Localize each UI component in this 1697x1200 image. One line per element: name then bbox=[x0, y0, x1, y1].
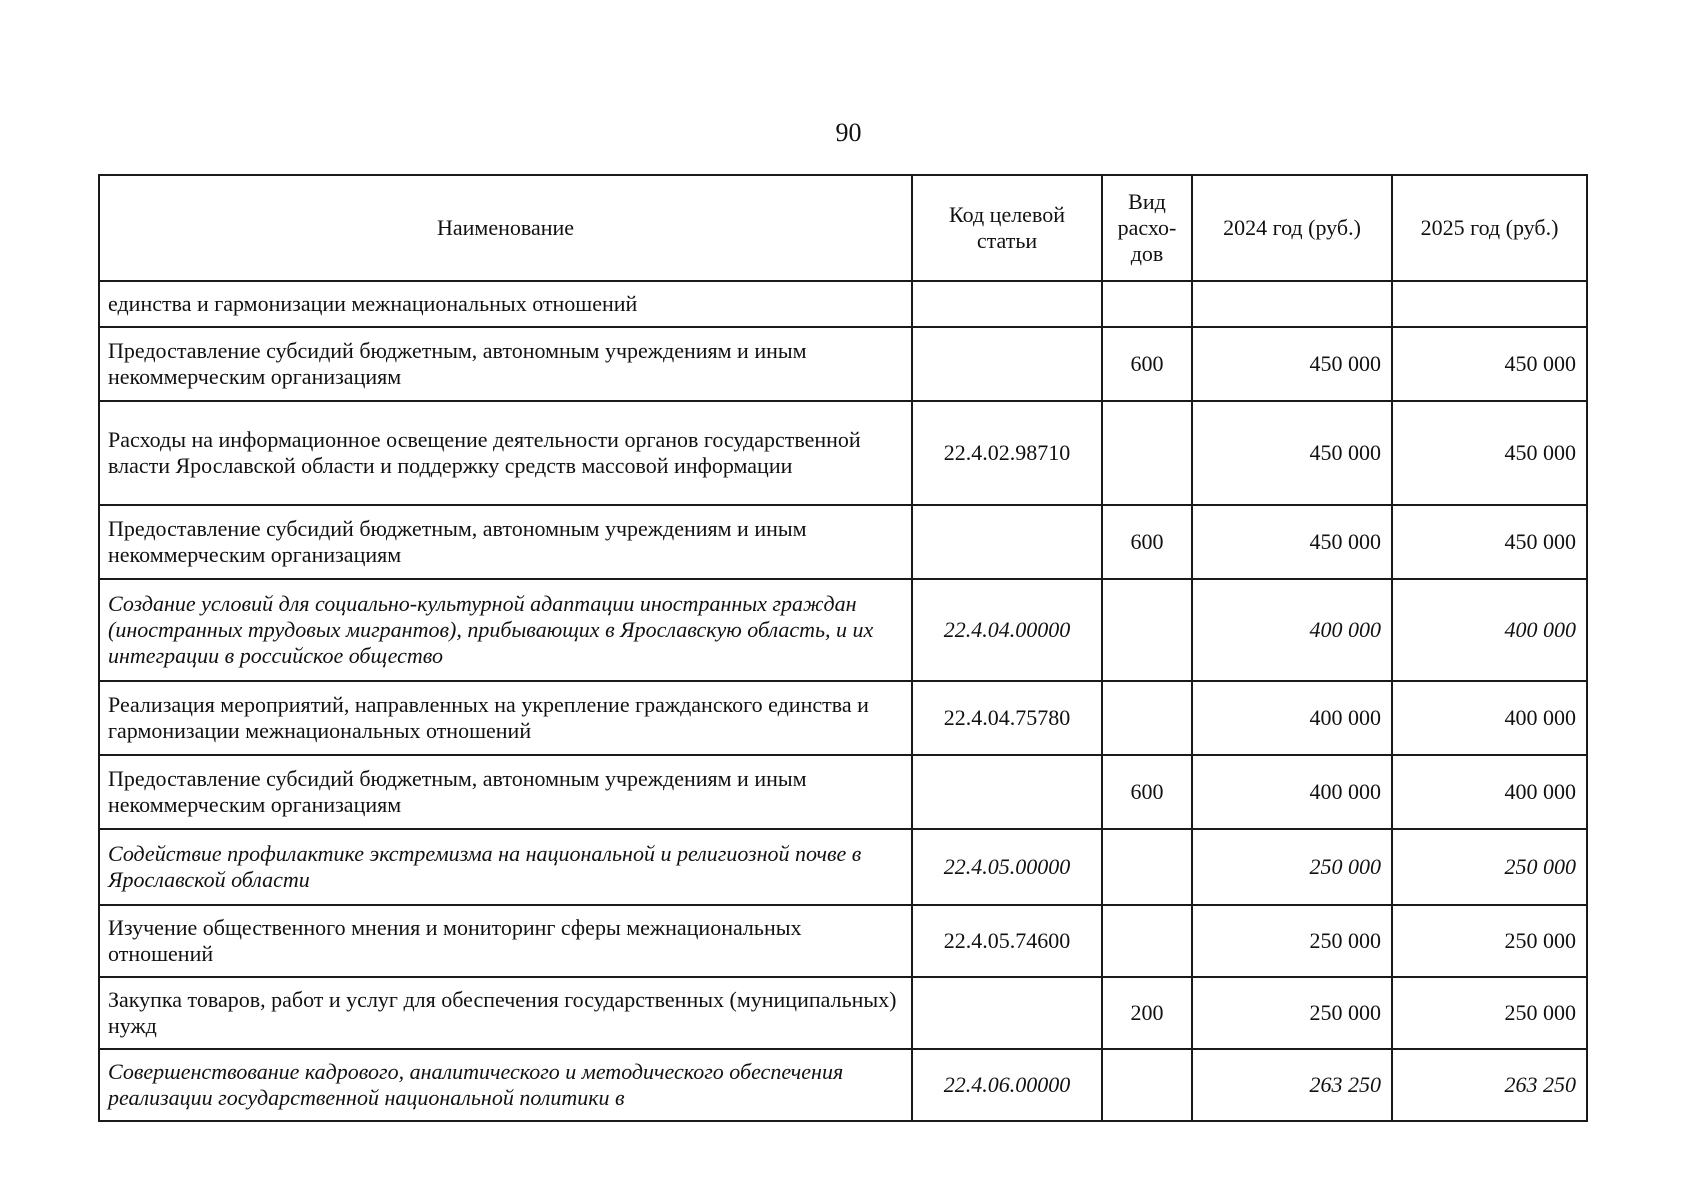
cell-name: Предоставление субсидий бюджетным, автономным учреждениям и иным некоммерческим организациям bbox=[99, 755, 912, 829]
cell-code: 22.4.05.74600 bbox=[912, 905, 1102, 977]
cell-code: 22.4.06.00000 bbox=[912, 1049, 1102, 1121]
cell-type bbox=[1102, 579, 1192, 681]
table-row bbox=[99, 755, 1587, 829]
header-code: Код целевой статьи bbox=[912, 175, 1102, 281]
cell-type bbox=[1102, 281, 1192, 327]
cell-code: 22.4.02.98710 bbox=[912, 401, 1102, 505]
cell-type bbox=[1102, 829, 1192, 905]
table-row bbox=[99, 905, 1587, 977]
page-number: 90 bbox=[835, 118, 862, 147]
cell-2024: 400 000 bbox=[1192, 755, 1392, 829]
cell-2025: 250 000 bbox=[1392, 905, 1587, 977]
cell-name: Предоставление субсидий бюджетным, автономным учреждениям и иным некоммерческим организациям bbox=[99, 327, 912, 401]
header-2024: 2024 год (руб.) bbox=[1192, 175, 1392, 281]
cell-2025: 450 000 bbox=[1392, 327, 1587, 401]
cell-name: Расходы на информационное освещение деятельности органов государственной власти Ярославской области и поддержку средств массовой информации bbox=[99, 401, 912, 505]
cell-2025: 400 000 bbox=[1392, 681, 1587, 755]
cell-2025: 263 250 bbox=[1392, 1049, 1587, 1121]
table-row bbox=[99, 579, 1587, 681]
cell-type: 200 bbox=[1102, 977, 1192, 1049]
cell-code bbox=[912, 281, 1102, 327]
table-row bbox=[99, 1049, 1587, 1121]
header-2025: 2025 год (руб.) bbox=[1392, 175, 1587, 281]
cell-2024: 450 000 bbox=[1192, 401, 1392, 505]
header-expense-type: Вид расхо-дов bbox=[1102, 175, 1192, 281]
cell-2024: 450 000 bbox=[1192, 327, 1392, 401]
cell-2025 bbox=[1392, 281, 1587, 327]
cell-name: единства и гармонизации межнациональных отношений bbox=[99, 281, 912, 327]
table-row bbox=[99, 829, 1587, 905]
cell-2025: 250 000 bbox=[1392, 829, 1587, 905]
table-row bbox=[99, 281, 1587, 327]
cell-2025: 450 000 bbox=[1392, 401, 1587, 505]
table-row bbox=[99, 327, 1587, 401]
cell-code bbox=[912, 977, 1102, 1049]
cell-2024: 250 000 bbox=[1192, 905, 1392, 977]
cell-name: Закупка товаров, работ и услуг для обеспечения государственных (муниципальных) нужд bbox=[99, 977, 912, 1049]
cell-2024: 263 250 bbox=[1192, 1049, 1392, 1121]
cell-name: Предоставление субсидий бюджетным, автономным учреждениям и иным некоммерческим организациям bbox=[99, 505, 912, 579]
cell-type: 600 bbox=[1102, 755, 1192, 829]
table-row bbox=[99, 977, 1587, 1049]
cell-code bbox=[912, 327, 1102, 401]
cell-type: 600 bbox=[1102, 505, 1192, 579]
cell-name: Содействие профилактике экстремизма на национальной и религиозной почве в Ярославской области bbox=[99, 829, 912, 905]
table-row bbox=[99, 505, 1587, 579]
table-row bbox=[99, 401, 1587, 505]
cell-type bbox=[1102, 905, 1192, 977]
cell-type bbox=[1102, 681, 1192, 755]
cell-2025: 250 000 bbox=[1392, 977, 1587, 1049]
cell-2025: 400 000 bbox=[1392, 579, 1587, 681]
cell-name: Изучение общественного мнения и мониторинг сферы межнациональных отношений bbox=[99, 905, 912, 977]
cell-name: Создание условий для социально-культурной адаптации иностранных граждан (иностранных трудовых мигрантов), прибывающих в Ярославскую область, и их интеграции в российское общество bbox=[99, 579, 912, 681]
cell-2024: 250 000 bbox=[1192, 977, 1392, 1049]
cell-code: 22.4.04.00000 bbox=[912, 579, 1102, 681]
cell-code bbox=[912, 755, 1102, 829]
cell-name: Совершенствование кадрового, аналитического и методического обеспечения реализации государственной национальной политики в bbox=[99, 1049, 912, 1121]
cell-type bbox=[1102, 401, 1192, 505]
cell-code: 22.4.05.00000 bbox=[912, 829, 1102, 905]
cell-name: Реализация мероприятий, направленных на укрепление гражданского единства и гармонизации межнациональных отношений bbox=[99, 681, 912, 755]
header-name: Наименование bbox=[99, 175, 912, 281]
budget-table bbox=[98, 174, 1588, 1122]
cell-2025: 400 000 bbox=[1392, 755, 1587, 829]
cell-2025: 450 000 bbox=[1392, 505, 1587, 579]
cell-2024: 400 000 bbox=[1192, 579, 1392, 681]
table-header-row bbox=[99, 175, 1587, 281]
table-row bbox=[99, 681, 1587, 755]
cell-2024: 450 000 bbox=[1192, 505, 1392, 579]
cell-type bbox=[1102, 1049, 1192, 1121]
cell-2024: 400 000 bbox=[1192, 681, 1392, 755]
cell-code: 22.4.04.75780 bbox=[912, 681, 1102, 755]
cell-2024 bbox=[1192, 281, 1392, 327]
cell-code bbox=[912, 505, 1102, 579]
cell-type: 600 bbox=[1102, 327, 1192, 401]
cell-2024: 250 000 bbox=[1192, 829, 1392, 905]
